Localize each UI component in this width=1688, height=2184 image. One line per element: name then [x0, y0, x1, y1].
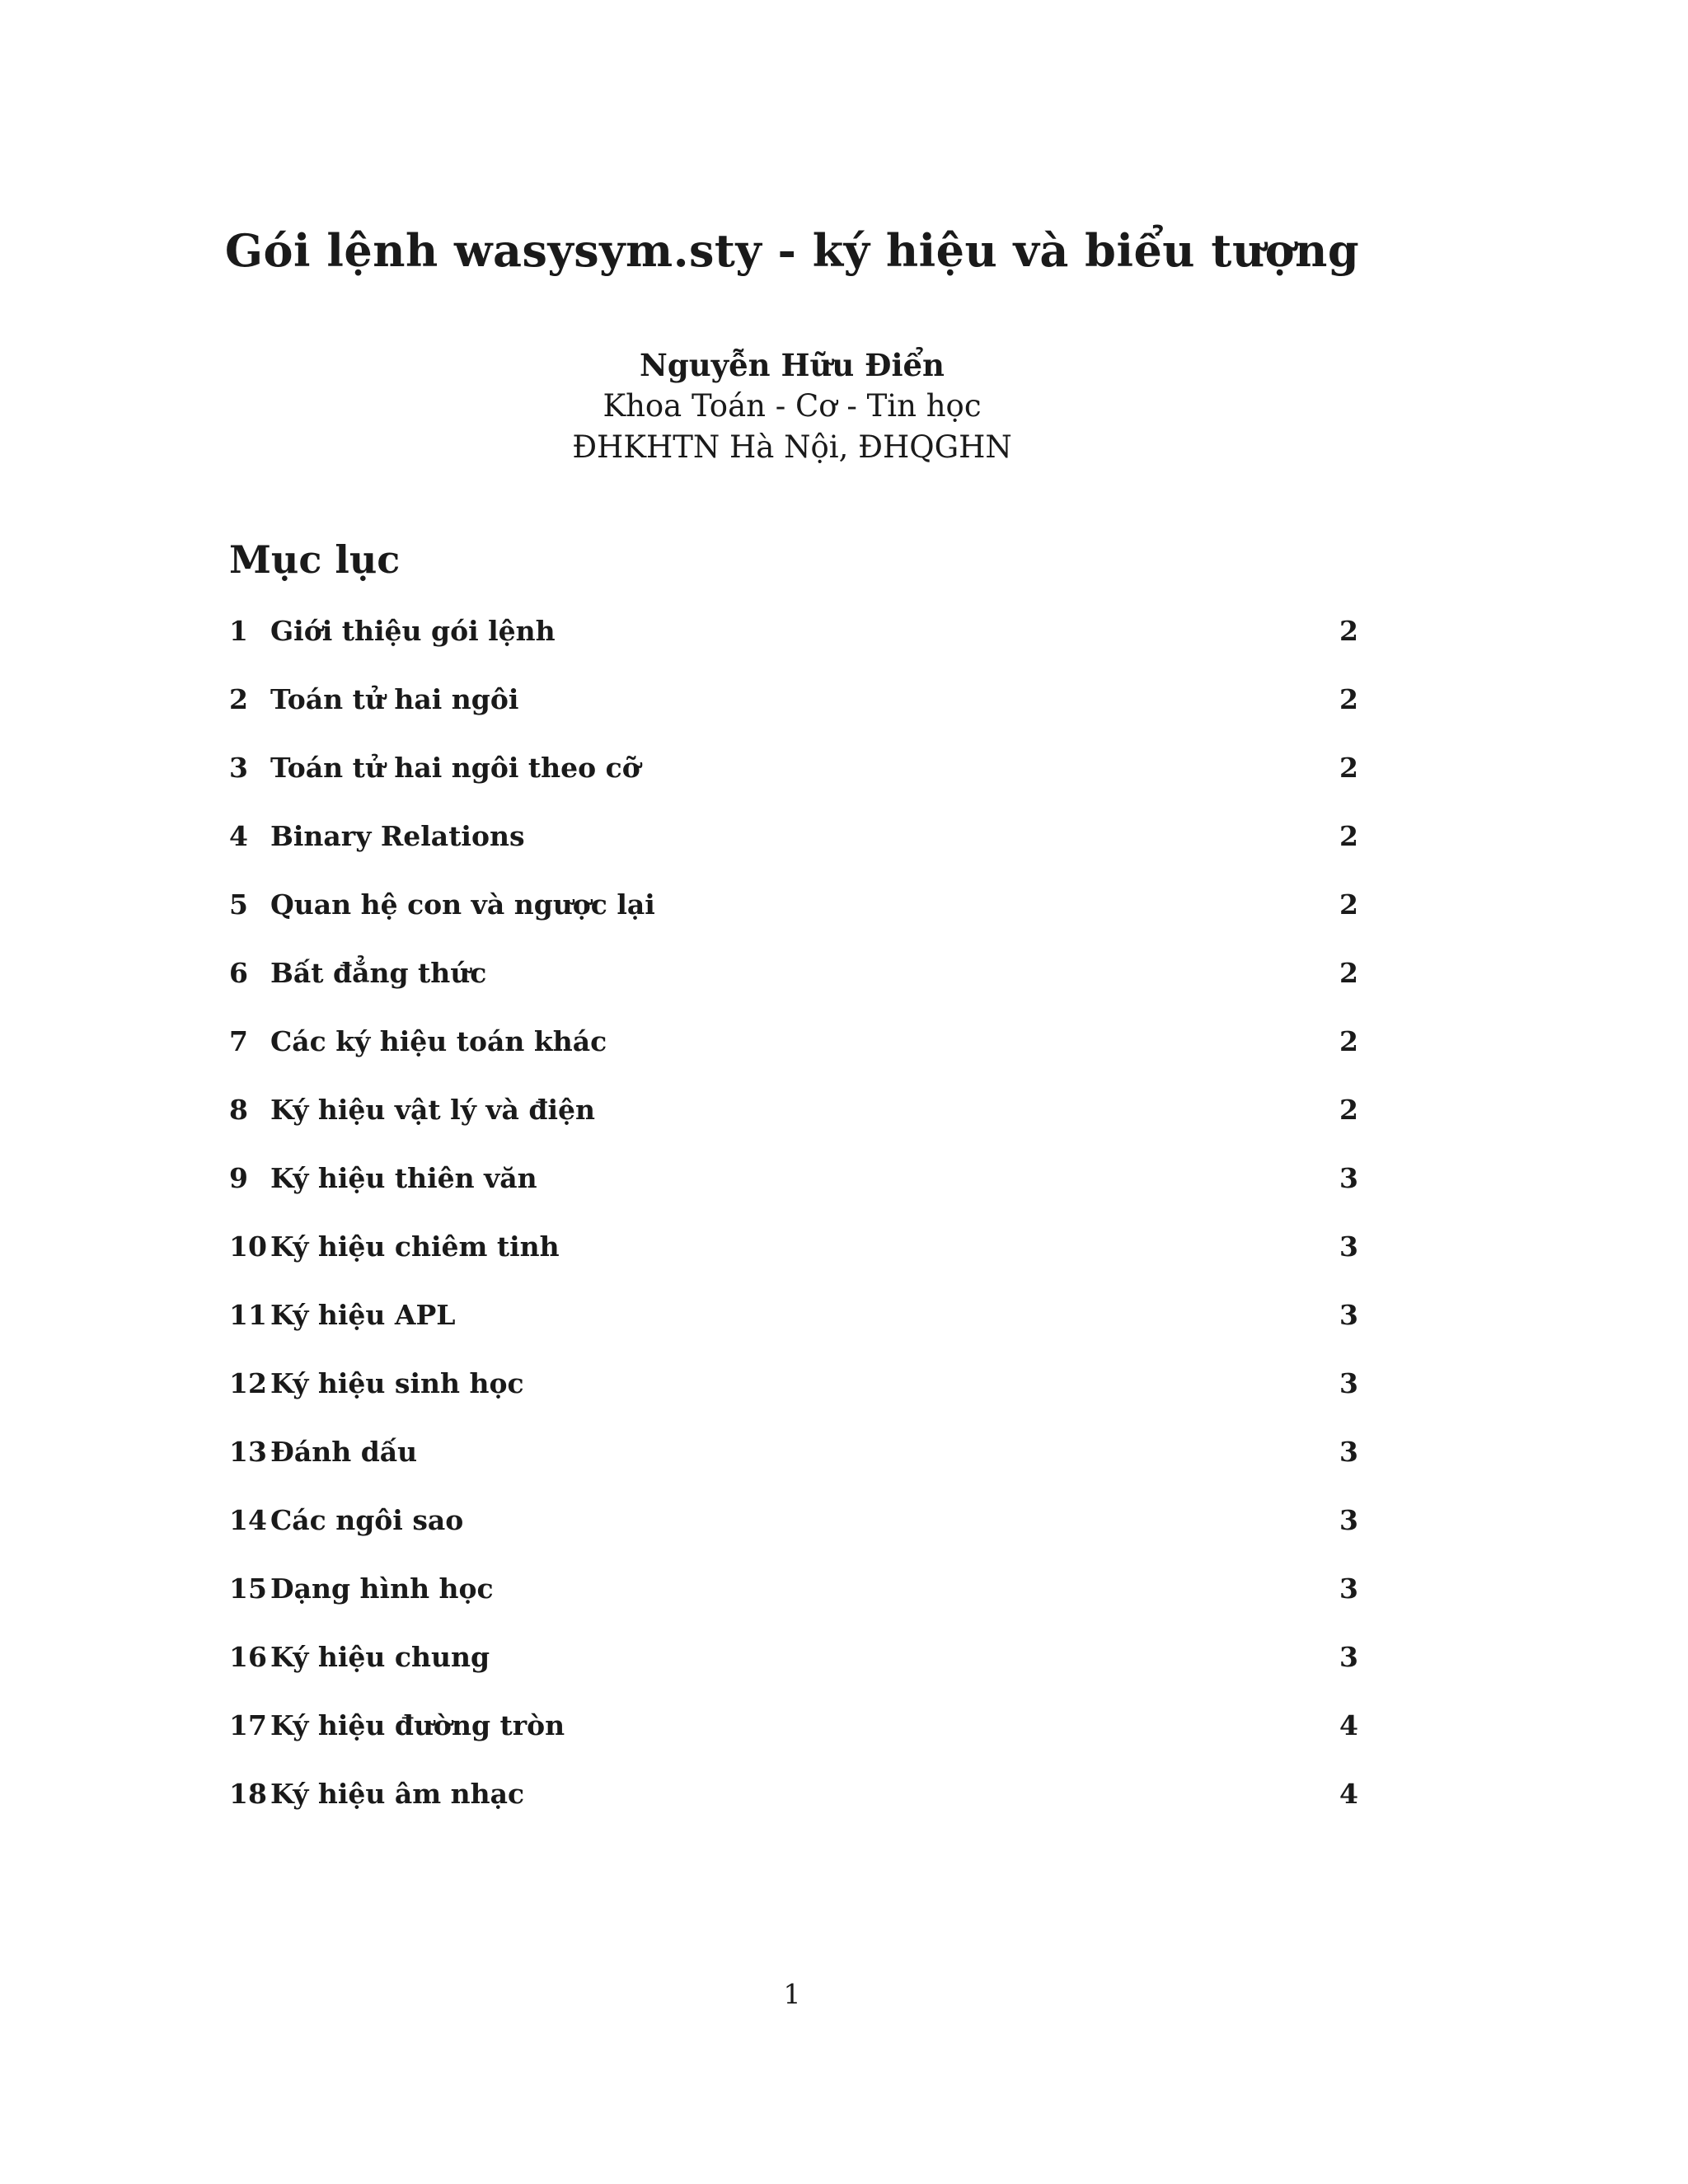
toc-entry-page[interactable]: 2: [1339, 1094, 1358, 1126]
toc-entry-title[interactable]: Quan hệ con và ngược lại: [270, 888, 655, 921]
toc-entry-title[interactable]: Ký hiệu APL: [270, 1299, 456, 1331]
toc-entry-title[interactable]: Ký hiệu sinh học: [270, 1367, 524, 1399]
toc-entry-title[interactable]: Ký hiệu thiên văn: [270, 1162, 537, 1194]
toc-entry-number: 13: [229, 1436, 267, 1468]
toc-entry[interactable]: [229, 1641, 1358, 1709]
toc-entry-page[interactable]: 3: [1339, 1436, 1358, 1468]
author-affiliation-university: ĐHKHTN Hà Nội, ĐHQGHN: [572, 429, 1012, 465]
toc-entry-title[interactable]: Bất đẳng thức: [270, 957, 487, 989]
toc-entry-title[interactable]: Giới thiệu gói lệnh: [270, 615, 556, 647]
toc-entry-number: 10: [229, 1230, 267, 1263]
toc-entry-number: 4: [229, 820, 248, 852]
toc-entry-page[interactable]: 4: [1339, 1709, 1358, 1741]
toc-entry-page[interactable]: 2: [1339, 957, 1358, 989]
toc-entry-title[interactable]: Toán tử hai ngôi theo cỡ: [270, 752, 640, 784]
toc-entry-number: 5: [229, 888, 248, 921]
toc-entry-title[interactable]: Ký hiệu chung: [270, 1641, 490, 1673]
toc-entry-number: 16: [229, 1641, 267, 1673]
toc-entry-page[interactable]: 2: [1339, 1025, 1358, 1057]
toc-entry-page[interactable]: 2: [1339, 683, 1358, 715]
author-block: [0, 344, 1584, 468]
author-affiliation-department: Khoa Toán - Cơ - Tin học: [603, 388, 982, 424]
toc-entry-page[interactable]: 3: [1339, 1367, 1358, 1399]
toc-entry-page[interactable]: 3: [1339, 1641, 1358, 1673]
toc-entry-number: 15: [229, 1572, 267, 1605]
document-title: Gói lệnh wasysym.sty - ký hiệu và biểu tượng: [224, 224, 1360, 277]
author-name: Nguyễn Hữu Điển: [640, 347, 945, 383]
toc-entry[interactable]: [229, 1778, 1358, 1846]
toc-entry[interactable]: [229, 1367, 1358, 1436]
toc-entry-page[interactable]: 2: [1339, 615, 1358, 647]
toc-heading: Mục lục: [229, 537, 401, 582]
toc-entry-title[interactable]: Ký hiệu chiêm tinh: [270, 1230, 560, 1263]
toc-entry-page[interactable]: 2: [1339, 752, 1358, 784]
toc-entry-number: 6: [229, 957, 248, 989]
toc-entry-page[interactable]: 3: [1339, 1504, 1358, 1536]
toc-entry-page[interactable]: 2: [1339, 820, 1358, 852]
toc-entry-number: 1: [229, 615, 248, 647]
toc-entry[interactable]: [229, 1094, 1358, 1162]
toc-entry-number: 12: [229, 1367, 267, 1399]
toc-entry[interactable]: [229, 1709, 1358, 1778]
toc-entry[interactable]: [229, 1025, 1358, 1094]
toc-entry[interactable]: [229, 1504, 1358, 1572]
toc-entry[interactable]: [229, 1299, 1358, 1367]
toc-entry-title[interactable]: Các ký hiệu toán khác: [270, 1025, 607, 1057]
table-of-contents: [229, 615, 1358, 1846]
toc-entry-title[interactable]: Toán tử hai ngôi: [270, 683, 519, 715]
toc-entry[interactable]: [229, 1230, 1358, 1299]
toc-entry[interactable]: [229, 683, 1358, 752]
toc-entry-title[interactable]: Dạng hình học: [270, 1572, 494, 1605]
toc-entry-title[interactable]: Các ngôi sao: [270, 1504, 464, 1536]
toc-entry-number: 2: [229, 683, 248, 715]
toc-entry-number: 8: [229, 1094, 248, 1126]
toc-entry-number: 9: [229, 1162, 248, 1194]
toc-entry-title[interactable]: Ký hiệu âm nhạc: [270, 1778, 525, 1810]
toc-entry-number: 7: [229, 1025, 248, 1057]
toc-entry-page[interactable]: 4: [1339, 1778, 1358, 1810]
toc-entry[interactable]: [229, 820, 1358, 888]
toc-entry-page[interactable]: 3: [1339, 1572, 1358, 1605]
toc-entry[interactable]: [229, 752, 1358, 820]
page-number: 1: [783, 1978, 801, 2010]
toc-entry-number: 18: [229, 1778, 267, 1810]
toc-entry-number: 17: [229, 1709, 267, 1741]
toc-entry-page[interactable]: 2: [1339, 888, 1358, 921]
toc-entry-page[interactable]: 3: [1339, 1162, 1358, 1194]
toc-entry-title[interactable]: Ký hiệu vật lý và điện: [270, 1094, 596, 1126]
toc-entry[interactable]: [229, 888, 1358, 957]
toc-entry-title[interactable]: Binary Relations: [270, 820, 525, 852]
toc-entry[interactable]: [229, 615, 1358, 683]
toc-entry-number: 11: [229, 1299, 267, 1331]
toc-entry[interactable]: [229, 957, 1358, 1025]
toc-entry[interactable]: [229, 1162, 1358, 1230]
toc-entry-title[interactable]: Đánh dấu: [270, 1436, 418, 1468]
toc-entry-title[interactable]: Ký hiệu đường tròn: [270, 1709, 565, 1741]
toc-entry-page[interactable]: 3: [1339, 1230, 1358, 1263]
toc-entry[interactable]: [229, 1572, 1358, 1641]
toc-entry-page[interactable]: 3: [1339, 1299, 1358, 1331]
toc-entry-number: 14: [229, 1504, 267, 1536]
toc-entry-number: 3: [229, 752, 248, 784]
toc-entry[interactable]: [229, 1436, 1358, 1504]
